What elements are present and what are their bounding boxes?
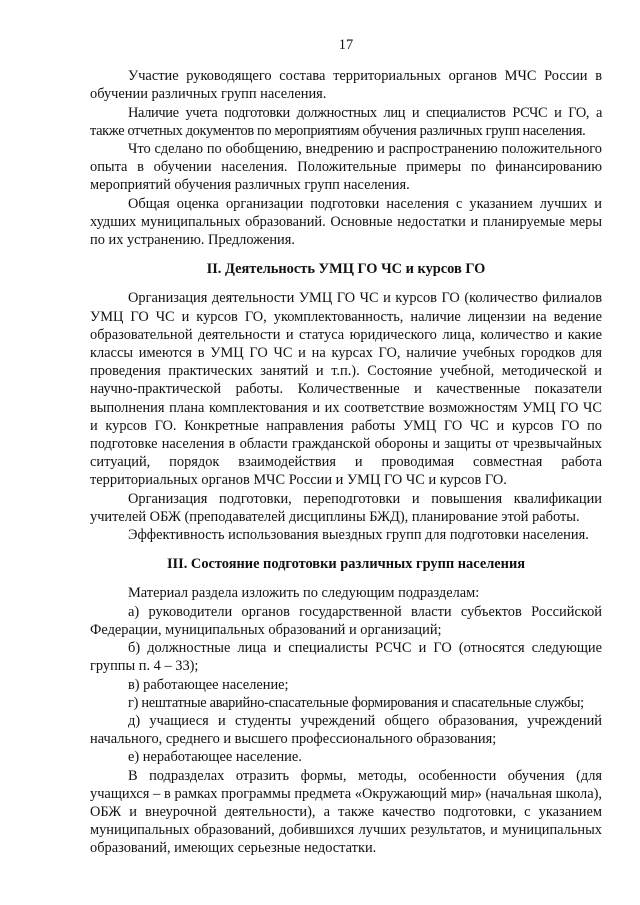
list-item: г) нештатные аварийно-спасательные формирования и спасательные службы; bbox=[128, 694, 584, 711]
paragraph: Общая оценка организации подготовки населения с указанием лучших и худших муниципальных образований. Основные недостатки и планируемые меры по их устранению. Предложения. bbox=[90, 195, 602, 249]
section-3-heading: III. Состояние подготовки различных групп населения bbox=[166, 556, 526, 573]
section-1-continuation bbox=[90, 67, 602, 249]
list-item: д) учащиеся и студенты учреждений общего образования, учреждений начального, среднего и высшего профессионального образования; bbox=[90, 712, 602, 748]
section-2-heading: II. Деятельность УМЦ ГО ЧС и курсов ГО bbox=[206, 261, 486, 278]
paragraph: Наличие учета подготовки должностных лиц и специалистов РСЧС и ГО, а также отчетных документов по мероприятиям обучения различных групп населения. bbox=[90, 104, 602, 139]
section-3 bbox=[90, 555, 602, 857]
paragraph: Организация деятельности УМЦ ГО ЧС и курсов ГО (количество филиалов УМЦ ГО ЧС и курсов ГО, укомплектованность, наличие лицензии на ведение образовательной деятельности и статуса юридического лица, количество и какие классы имеются в УМЦ ГО ЧС и на курсах ГО, наличие учебных городков для проведения практических занятий и т.п.). Состояние учебной, методической и научно-практической работы. Количественные и качественные показатели выполнения плана комплектования и их соответствие возможностям УМЦ ГО ЧС и курсов ГО. Конкретные направления работы УМЦ ГО ЧС и курсов ГО по подготовке населения в области гражданской обороны и защиты от чрезвычайных ситуаций, порядок взаимодействия и проводимая совместная работа территориальных органов МЧС России и УМЦ ГО ЧС и курсов ГО. bbox=[90, 290, 602, 489]
list-item: е) неработающее население. bbox=[128, 749, 302, 766]
paragraph: Участие руководящего состава территориальных органов МЧС России в обучении различных групп населения. bbox=[90, 68, 602, 103]
paragraph: Материал раздела изложить по следующим подразделам: bbox=[128, 585, 480, 602]
list-item: в) работающее население; bbox=[128, 676, 289, 693]
list-item: б) должностные лица и специалисты РСЧС и ГО (относятся следующие группы п. 4 – 33); bbox=[90, 640, 602, 675]
paragraph: Что сделано по обобщению, внедрению и распространению положительного опыта в обучении населения. Положительные примеры по финансированию мероприятий обучения различных групп населения. bbox=[90, 141, 602, 194]
list-item: а) руководители органов государственной власти субъектов Российской Федерации, муниципальных образований и организаций; bbox=[90, 603, 602, 638]
page-number: 17 bbox=[338, 37, 354, 53]
section-2 bbox=[90, 260, 602, 544]
paragraph: В подразделах отразить формы, методы, особенности обучения (для учащихся – в рамках программы предмета «Окружающий мир» (начальная школа), ОБЖ и внеурочной деятельности), а также качество подготовки, с указанием муниципальных образований, добившихся лучших результатов, и муниципальных образований, имеющих серьезные недостатки. bbox=[90, 767, 602, 857]
paragraph: Организация подготовки, переподготовки и повышения квалификации учителей ОБЖ (преподавателей дисциплины БЖД), планирование этой работы. bbox=[90, 490, 602, 525]
paragraph: Эффективность использования выездных групп для подготовки населения. bbox=[128, 527, 589, 544]
